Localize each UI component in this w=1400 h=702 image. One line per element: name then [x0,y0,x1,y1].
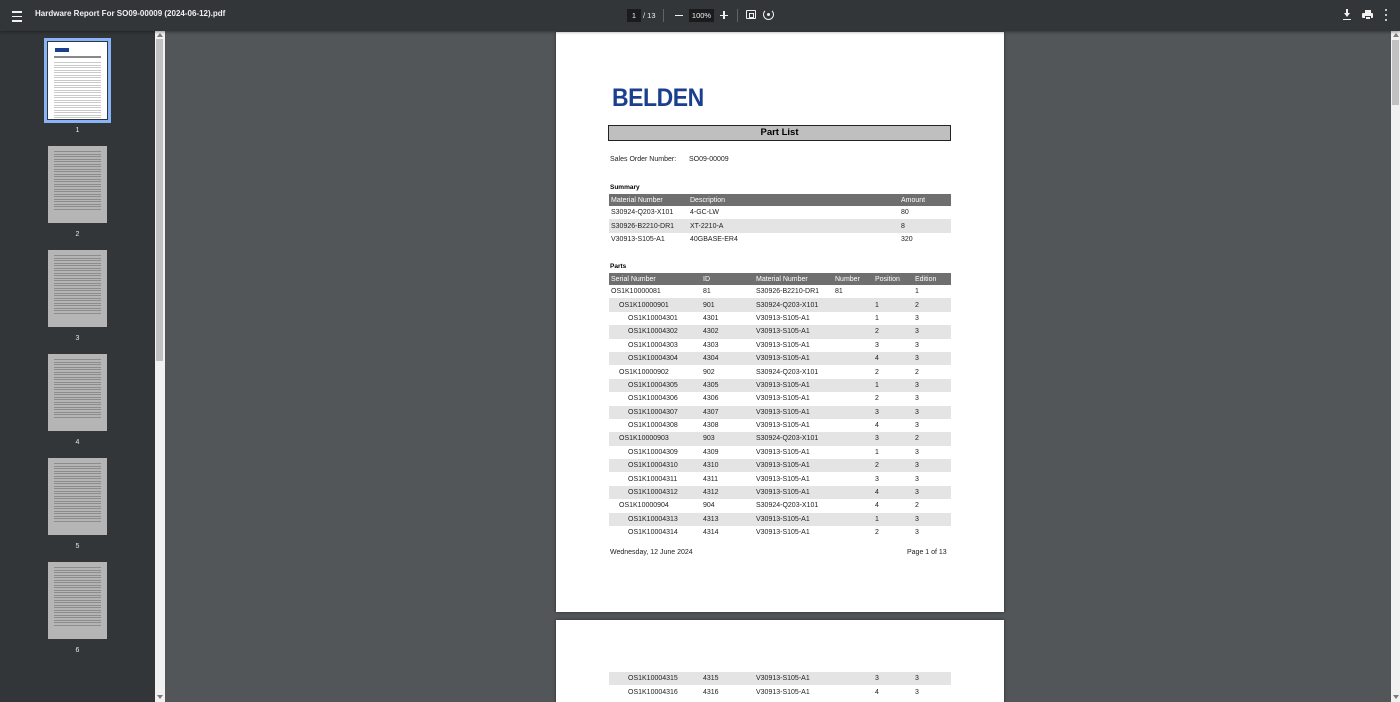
table-cell: 4303 [703,341,719,349]
table-cell: XT-2210-A [688,219,899,232]
main-scrollbar[interactable] [1391,31,1400,702]
table-cell: OS1K10004311 [628,475,678,483]
table-row [609,685,951,698]
table-cell: 40GBASE-ER4 [690,235,738,243]
table-cell: 3 [915,395,919,403]
table-cell: 3 [873,406,913,419]
table-cell: 4309 [703,448,719,456]
table-cell: 1 [873,298,913,311]
thumbnail-page-number: 3 [75,335,80,342]
document-title: Hardware Report For SO09-00009 (2024-06-12).pdf [35,9,226,18]
table-cell: V30913-S105-A1 [756,475,810,483]
table-row [609,339,951,352]
parts-title: Parts [610,263,627,270]
table-row [609,312,951,325]
table-cell: V30913-S105-A1 [754,486,833,499]
table-cell: OS1K10000904 [619,502,669,510]
table-cell [833,312,873,325]
table-cell: OS1K10000903 [609,432,701,445]
table-cell [873,285,913,298]
table-cell: 3 [915,422,919,430]
table-cell: 4 [875,422,879,430]
table-row [609,513,951,526]
table-cell: OS1K10000901 [609,298,701,311]
table-cell: 2 [915,502,919,510]
rotate-icon[interactable] [763,9,774,20]
footer-page-number: Page 1 of 13 [907,549,947,556]
table-cell: V30913-S105-A1 [756,341,810,349]
table-cell: 3 [913,459,951,472]
table-cell: OS1K10004306 [628,395,678,403]
toolbar-divider [737,9,738,22]
table-row [609,459,951,472]
table-cell: 2 [913,298,951,311]
table-cell: OS1K10004309 [628,448,678,456]
table-row [609,392,951,405]
table-cell: OS1K10004315 [609,672,701,685]
thumbnail-page-number: 5 [75,543,80,550]
table-cell: 4 [875,502,879,510]
table-cell: 4 [873,352,913,365]
table-cell: 4301 [703,314,719,322]
download-icon[interactable] [1342,9,1352,21]
scroll-down-icon[interactable] [1393,695,1399,699]
table-cell: OS1K10004305 [609,379,701,392]
table-row [609,298,951,311]
table-cell: 2 [875,529,879,537]
table-cell: V30913-S105-A1 [756,314,810,322]
table-cell: 3 [875,341,879,349]
page-total: / 13 [643,11,656,20]
table-row [609,206,951,219]
table-cell: 4 [873,685,913,698]
table-cell: 3 [913,379,951,392]
table-row [609,365,951,378]
table-row [609,672,951,685]
table-cell: 1 [915,288,919,296]
table-cell: 4314 [703,529,719,537]
page-thumbnail[interactable] [48,562,107,639]
table-cell [833,685,873,698]
parts-header: Material Number [754,273,833,285]
table-cell: 2 [873,325,913,338]
table-cell: S30926-B2210-DR1 [609,219,688,232]
table-cell: 3 [915,448,919,456]
table-cell: S30924-Q203-X101 [756,502,819,510]
table-cell: V30913-S105-A1 [756,529,810,537]
table-row [609,499,951,512]
thumbnail-sidebar [0,31,155,702]
table-cell: V30913-S105-A1 [754,325,833,338]
table-cell: OS1K10004301 [628,314,678,322]
parts-header: ID [701,273,754,285]
table-cell: 2 [873,459,913,472]
table-cell: 2 [875,395,879,403]
table-row [609,486,951,499]
pdf-page-2 [556,620,1004,702]
page-thumbnail[interactable] [48,458,107,535]
table-cell: OS1K10004302 [609,325,701,338]
table-cell: 8 [899,219,951,232]
table-cell: 4 [873,486,913,499]
page-number-input[interactable]: 1 [627,9,641,22]
table-cell: 80 [901,209,909,217]
table-cell: V30913-S105-A1 [756,448,810,456]
table-cell: V30913-S105-A1 [754,672,833,685]
footer-date: Wednesday, 12 June 2024 [610,549,693,556]
table-cell: V30913-S105-A1 [756,395,810,403]
table-row [609,406,951,419]
parts-header: Serial Number [609,273,701,285]
table-cell [833,526,873,539]
table-cell [833,365,873,378]
zoom-level-input[interactable]: 100% [689,9,714,22]
table-cell: OS1K10004314 [628,529,678,537]
table-cell [833,406,873,419]
table-cell: 4310 [701,459,754,472]
table-cell: 3 [873,672,913,685]
table-cell: 4316 [701,685,754,698]
thumbnail-page-number: 4 [75,439,80,446]
table-cell [833,486,873,499]
table-cell [833,419,873,432]
summary-header: Amount [899,194,951,206]
table-cell: 4304 [701,352,754,365]
table-cell [833,472,873,485]
table-cell: OS1K10004313 [609,513,701,526]
thumbnail-page-number: 6 [75,647,80,654]
table-row [609,352,951,365]
table-cell: 2 [875,368,879,376]
parts-table-continued [609,672,951,699]
parts-header: Number [833,273,873,285]
sales-order-label: Sales Order Number: [610,156,677,163]
summary-title: Summary [610,184,640,191]
table-cell: OS1K10000081 [611,288,661,296]
table-cell: 4311 [703,475,719,483]
table-cell: V30913-S105-A1 [754,379,833,392]
table-cell: 2 [915,368,919,376]
table-cell: 1 [873,379,913,392]
table-row [609,446,951,459]
parts-header: Edition [913,273,951,285]
table-cell [833,446,873,459]
fit-to-page-icon[interactable] [746,10,756,19]
table-cell: OS1K10004307 [609,406,701,419]
page-thumbnail[interactable] [48,354,107,431]
table-cell: 320 [901,235,913,243]
table-row [609,219,951,232]
logo-stripes-icon [696,87,710,107]
parts-table [609,273,951,539]
table-cell: 4313 [701,513,754,526]
table-row [609,379,951,392]
more-options-icon[interactable] [1384,9,1388,21]
table-cell [833,459,873,472]
table-cell: V30913-S105-A1 [754,406,833,419]
table-cell: 3 [913,352,951,365]
table-cell: 904 [703,502,715,510]
table-cell: OS1K10004308 [628,422,678,430]
table-cell: 3 [873,432,913,445]
table-cell: 1 [873,513,913,526]
table-cell: 1 [875,448,879,456]
table-cell: 4305 [701,379,754,392]
table-cell: 903 [701,432,754,445]
table-cell [833,379,873,392]
table-cell [833,499,873,512]
zoom-in-icon[interactable] [718,8,730,22]
table-cell: 3 [915,475,919,483]
table-cell: S30924-Q203-X101 [754,298,833,311]
parts-header: Position [873,273,913,285]
table-cell: 3 [875,475,879,483]
table-row [609,325,951,338]
table-cell: 4308 [703,422,719,430]
table-row [609,472,951,485]
menu-icon[interactable] [9,7,27,25]
table-cell: 3 [915,341,919,349]
scroll-down-icon[interactable] [157,695,163,699]
table-cell: 4302 [701,325,754,338]
table-cell: 4-GC-LW [690,209,720,217]
table-row [609,432,951,445]
table-cell [833,325,873,338]
table-cell: 3 [915,314,919,322]
table-cell: 3 [913,325,951,338]
table-cell: 3 [915,529,919,537]
table-cell: 81 [703,288,711,296]
table-cell: OS1K10004312 [609,486,701,499]
page-thumbnail[interactable] [48,42,107,119]
page-thumbnail[interactable] [48,146,107,223]
table-cell: 902 [703,368,715,376]
table-cell [833,392,873,405]
table-cell: 3 [913,486,951,499]
table-cell [833,298,873,311]
table-cell: S30924-Q203-X101 [611,209,674,217]
table-cell [833,513,873,526]
table-cell [833,432,873,445]
table-cell: 4306 [703,395,719,403]
table-cell: OS1K10004304 [609,352,701,365]
table-cell: 4312 [701,486,754,499]
page-thumbnail[interactable] [48,250,107,327]
scroll-up-icon[interactable] [157,33,163,37]
summary-header: Description [688,194,899,206]
table-cell: 4307 [701,406,754,419]
table-cell: 81 [835,288,843,296]
table-cell: OS1K10004303 [628,341,678,349]
table-cell: 1 [875,314,879,322]
table-cell: 3 [913,513,951,526]
viewer-toolbar [0,0,1400,31]
table-cell: V30913-S105-A1 [754,459,833,472]
table-row [609,526,951,539]
table-cell: V30913-S105-A1 [611,235,665,243]
table-cell: 4315 [701,672,754,685]
zoom-out-icon[interactable] [673,8,685,22]
table-cell: S30924-Q203-X101 [756,368,819,376]
pdf-page-1 [556,32,1004,612]
table-cell: 901 [701,298,754,311]
main-scroll-thumb[interactable] [1392,40,1399,105]
table-cell: 3 [913,685,951,698]
table-cell: OS1K10004316 [609,685,701,698]
table-row [609,233,951,246]
thumbnail-page-number: 1 [75,127,80,134]
table-cell: V30913-S105-A1 [754,513,833,526]
table-cell: S30926-B2210-DR1 [756,288,820,296]
table-cell: V30913-S105-A1 [754,685,833,698]
summary-table [609,194,951,246]
table-cell: V30913-S105-A1 [756,422,810,430]
table-cell: OS1K10004310 [609,459,701,472]
table-cell [833,672,873,685]
table-cell: 2 [913,432,951,445]
thumbnail-page-number: 2 [75,231,80,238]
table-row [609,285,951,298]
table-cell [833,339,873,352]
table-cell: OS1K10000902 [619,368,669,376]
table-cell [833,352,873,365]
summary-header: Material Number [609,194,688,206]
table-cell: 3 [913,406,951,419]
table-cell: V30913-S105-A1 [754,352,833,365]
sidebar-scrollbar[interactable] [155,31,165,702]
toolbar-divider [663,9,664,22]
table-cell: S30924-Q203-X101 [754,432,833,445]
sales-order-value: SO09-00009 [689,156,729,163]
belden-logo: BELDEN [612,84,704,112]
scroll-up-icon[interactable] [1393,33,1399,37]
part-list-heading: Part List [608,125,951,141]
sidebar-scroll-thumb[interactable] [156,39,163,361]
table-cell: 3 [913,672,951,685]
table-row [609,419,951,432]
print-icon[interactable] [1362,10,1373,20]
